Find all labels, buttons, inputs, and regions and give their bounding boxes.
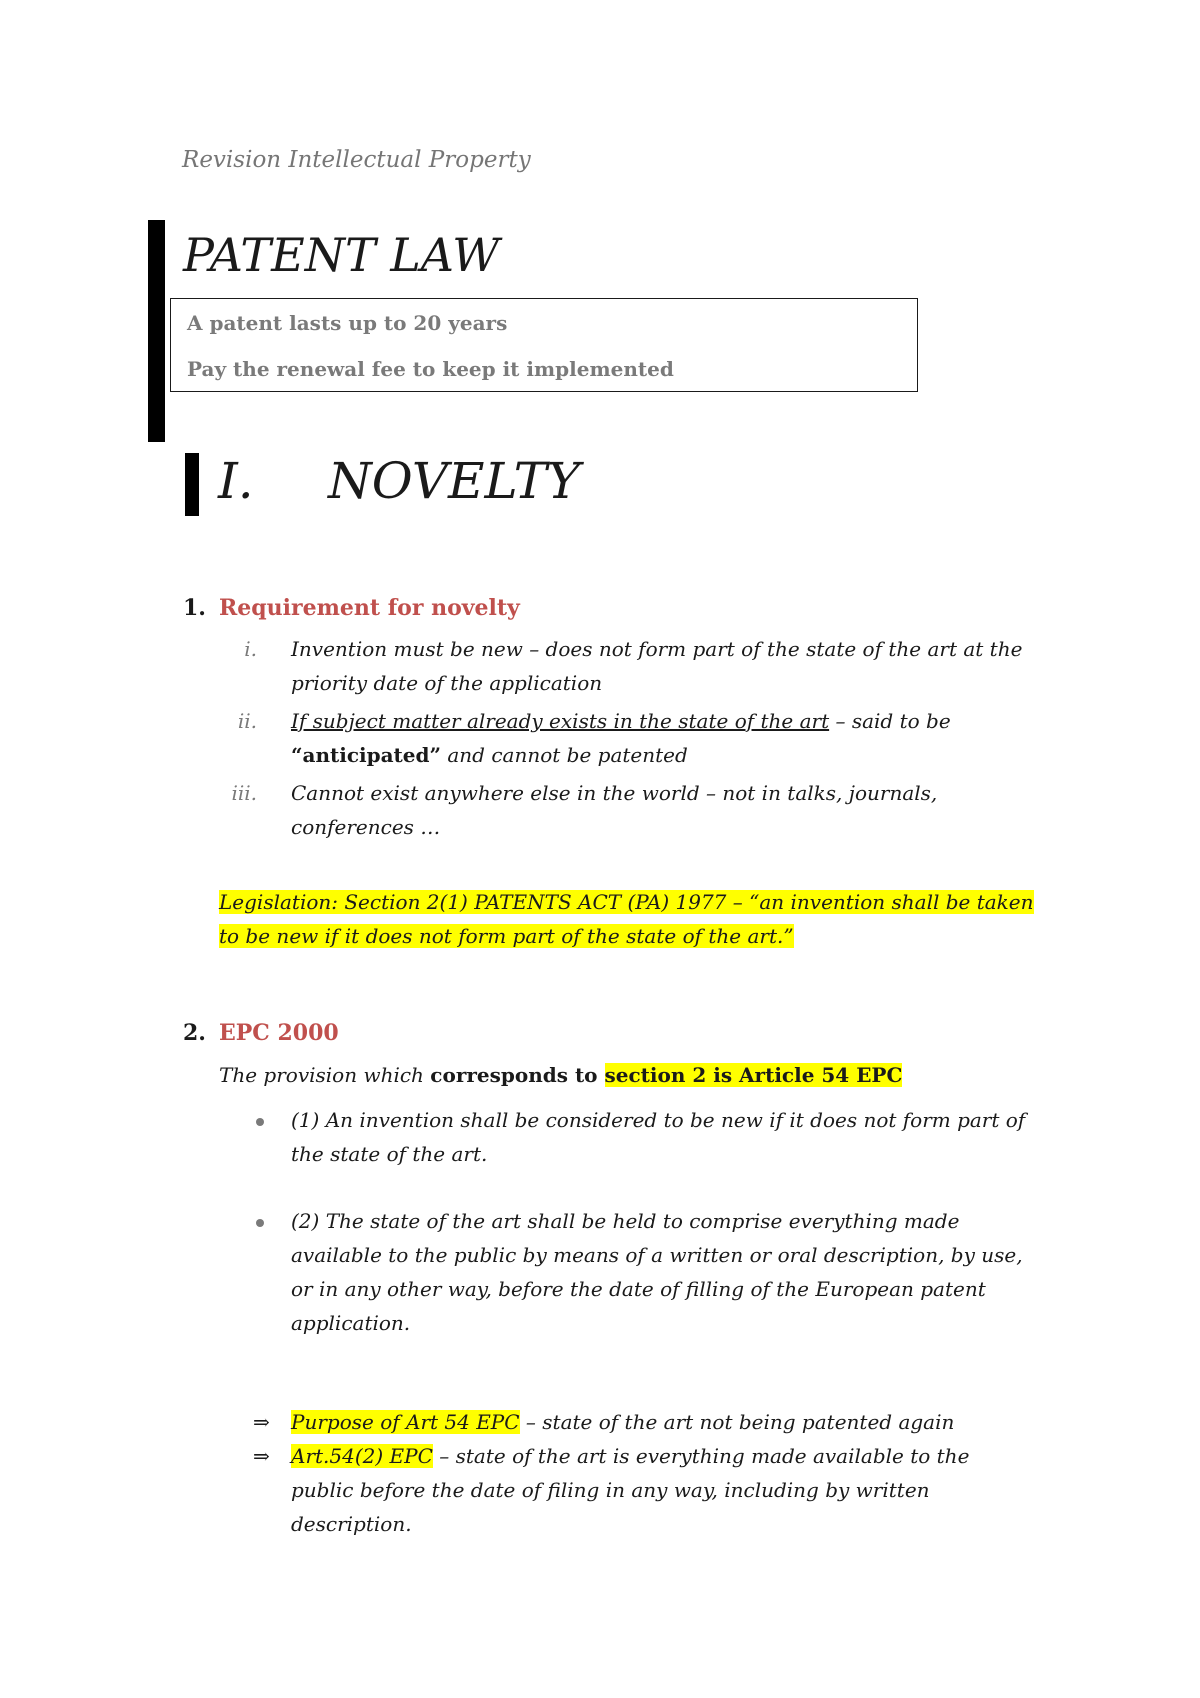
document-subtitle: Revision Intellectual Property xyxy=(182,147,531,173)
highlighted-text: Art.54(2) EPC xyxy=(291,1444,433,1468)
bullet-line: application. xyxy=(291,1311,411,1335)
list-marker: ii. xyxy=(237,709,257,733)
text-run: – state of the art is everything made available to the xyxy=(432,1444,970,1468)
arrow-right-icon: ⇒ xyxy=(253,1444,270,1468)
list-item-line xyxy=(291,709,951,733)
bullet-line: (2) The state of the art shall be held to comprise everything made xyxy=(291,1209,960,1233)
bold-term: “anticipated” xyxy=(291,743,442,767)
bullet-dot-icon xyxy=(256,1118,264,1126)
section-accent-bar xyxy=(185,453,199,516)
list-item-line: Invention must be new – does not form part of the state of the art at the xyxy=(291,637,1023,661)
legislation-line xyxy=(219,924,794,948)
underlined-phrase: If subject matter already exists in the state of the art xyxy=(291,709,830,733)
legislation-line xyxy=(219,890,1034,914)
arrow-item-line: public before the date of filing in any way, including by written xyxy=(291,1478,930,1502)
highlighted-text: Legislation: Section 2(1) PATENTS ACT (PA) 1977 – “an invention shall be taken xyxy=(219,890,1034,914)
bullet-line: the state of the art. xyxy=(291,1142,488,1166)
arrow-right-icon: ⇒ xyxy=(253,1410,270,1434)
bullet-line: or in any other way, before the date of filling of the European patent xyxy=(291,1277,986,1301)
bullet-line: available to the public by means of a written or oral description, by use, xyxy=(291,1243,1023,1267)
text-run: – state of the art not being patented again xyxy=(519,1410,955,1434)
section-number: I. xyxy=(218,452,254,510)
list-item-line: conferences … xyxy=(291,815,441,839)
text-run: The provision which xyxy=(219,1063,431,1087)
bullet-line: (1) An invention shall be considered to be new if it does not form part of xyxy=(291,1108,1026,1132)
highlighted-text: to be new if it does not form part of the state of the art.” xyxy=(219,924,794,948)
highlighted-bold-phrase: section 2 is Article 54 EPC xyxy=(604,1063,903,1087)
section-title: NOVELTY xyxy=(328,452,580,510)
part-heading: Requirement for novelty xyxy=(219,595,520,621)
summary-line: Pay the renewal fee to keep it implemented xyxy=(187,357,674,381)
list-marker: i. xyxy=(244,637,257,661)
document-title: PATENT LAW xyxy=(183,228,500,282)
list-item-line xyxy=(291,743,688,767)
text-run: – said to be xyxy=(829,709,951,733)
intro-line xyxy=(219,1063,902,1087)
highlighted-text: Purpose of Art 54 EPC xyxy=(291,1410,520,1434)
title-accent-bar xyxy=(148,220,165,442)
summary-box xyxy=(170,298,918,392)
list-item-line: priority date of the application xyxy=(291,671,603,695)
part-number: 2. xyxy=(183,1020,206,1046)
list-item-line: Cannot exist anywhere else in the world – not in talks, journals, xyxy=(291,781,938,805)
bold-phrase: corresponds to xyxy=(430,1063,605,1087)
arrow-item-line xyxy=(291,1444,969,1468)
arrow-item-line xyxy=(291,1410,954,1434)
part-number: 1. xyxy=(183,595,206,621)
text-run: and cannot be patented xyxy=(441,743,688,767)
bullet-dot-icon xyxy=(256,1219,264,1227)
arrow-item-line: description. xyxy=(291,1512,412,1536)
part-heading: EPC 2000 xyxy=(219,1020,339,1046)
summary-line: A patent lasts up to 20 years xyxy=(187,311,508,335)
list-marker: iii. xyxy=(231,781,257,805)
